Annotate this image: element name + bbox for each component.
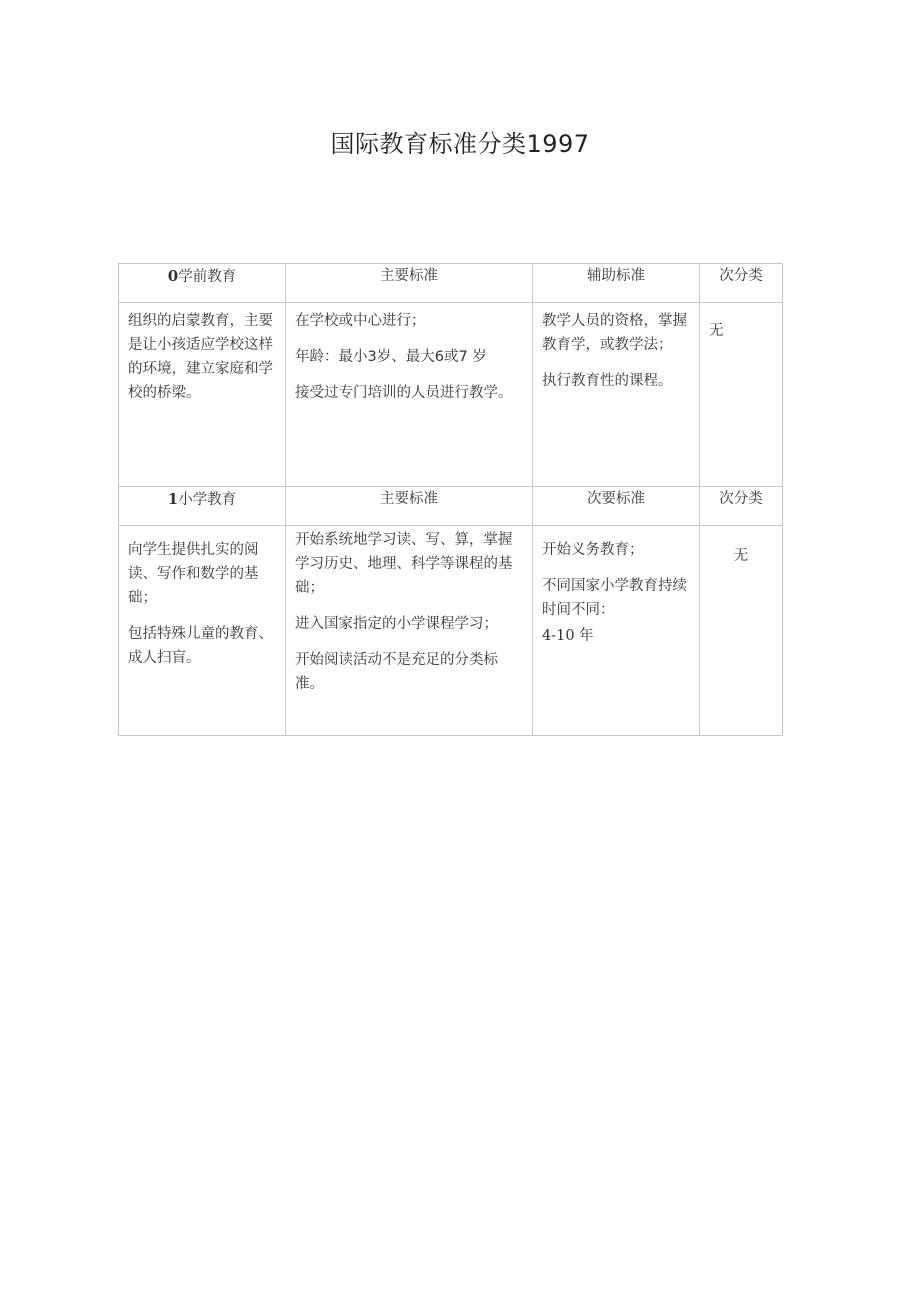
description-cell xyxy=(119,303,286,487)
level-number: 1 xyxy=(167,490,179,508)
criteria-item: 开始义务教育； xyxy=(542,542,644,558)
main-criteria-cell xyxy=(286,526,533,736)
criteria-item: 接受过专门培训的人员进行教学。 xyxy=(295,385,513,401)
column-header-sub: 次分类 xyxy=(700,264,783,303)
criteria-item: 年龄：最小3岁、最大6或7 岁 xyxy=(295,349,487,365)
description-text: 向学生提供扎实的阅读、写作和数学的基础； xyxy=(128,542,259,606)
subcategory-cell xyxy=(700,303,783,487)
column-header-aux: 辅助标准 xyxy=(533,264,700,303)
criteria-item: 执行教育性的课程。 xyxy=(542,373,673,389)
table-row xyxy=(119,526,783,736)
subcategory-cell xyxy=(700,526,783,736)
column-header-aux: 次要标准 xyxy=(533,487,700,526)
description-text: 组织的启蒙教育，主要是让小孩适应学校这样的环境，建立家庭和学校的桥梁。 xyxy=(128,313,273,401)
aux-criteria-cell xyxy=(533,303,700,487)
column-header-sub: 次分类 xyxy=(700,487,783,526)
description-text: 包括特殊儿童的教育、成人扫盲。 xyxy=(128,626,273,666)
table-header-row xyxy=(119,264,783,303)
level-number: 0 xyxy=(167,267,179,285)
criteria-item: 开始阅读活动不是充足的分类标准。 xyxy=(295,652,498,692)
criteria-item: 在学校或中心进行； xyxy=(295,313,426,329)
criteria-item: 开始系统地学习读、写、算，掌握学习历史、地理、科学等课程的基础； xyxy=(295,532,513,596)
level-header xyxy=(119,487,286,526)
criteria-item: 进入国家指定的小学课程学习； xyxy=(295,616,498,632)
description-cell xyxy=(119,526,286,736)
criteria-item: 教学人员的资格，掌握教育学，或教学法； xyxy=(542,313,687,353)
column-header-main: 主要标准 xyxy=(286,487,533,526)
main-criteria-cell xyxy=(286,303,533,487)
level-name: 小学教育 xyxy=(178,492,237,508)
criteria-item: 4-10 年 xyxy=(542,628,594,644)
criteria-item: 不同国家小学教育持续时间不同： xyxy=(542,578,687,618)
level-name: 学前教育 xyxy=(178,269,237,285)
column-header-main: 主要标准 xyxy=(286,264,533,303)
isced-table xyxy=(118,263,783,736)
table-header-row xyxy=(119,487,783,526)
aux-criteria-cell xyxy=(533,526,700,736)
subcategory-value: 无 xyxy=(709,323,724,339)
level-header xyxy=(119,264,286,303)
subcategory-value: 无 xyxy=(733,548,749,564)
page-title: 国际教育标准分类1997 xyxy=(330,130,590,158)
table-row xyxy=(119,303,783,487)
